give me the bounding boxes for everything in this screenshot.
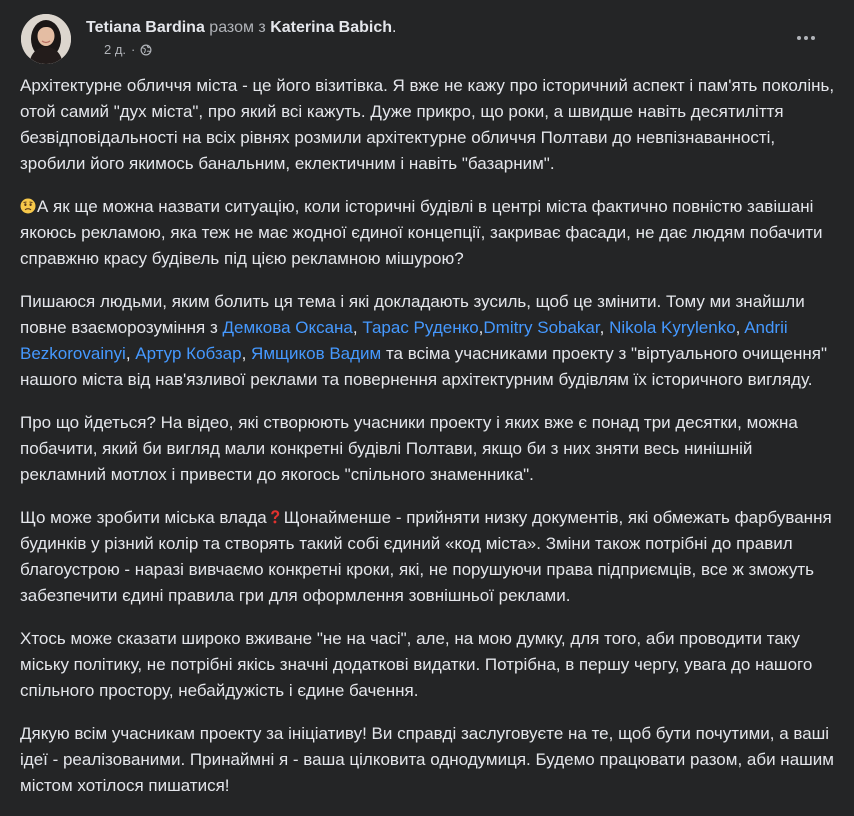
tagged-person-link[interactable]: Andrii Bezkorovainyi — [20, 318, 788, 363]
paragraph-3 — [20, 289, 838, 393]
paragraph-5-text-end: Щонайменше - прийняти низку документів, які обмежать фарбування будинків у різний колір та створять такий собі єдиний «код міста». Зміни також потрібні до правил благоустрою - наразі вивчаємо конкретні кроки, які, не порушуючи права підприємців, все ж зможуть забезпечити єдині правила гри для оформлення зовнішньої реклами. — [20, 508, 832, 605]
paragraph-3-text-start: Пишаюся людьми, яким болить ця тема і які докладають зусиль, щоб це змінити. Тому ми знайшли повне взаєморозуміння з — [20, 292, 805, 337]
post-timestamp-link[interactable]: 2 д. — [104, 42, 127, 57]
paragraph-5-text-start: Що може зробити міська влада — [20, 508, 267, 527]
tag-separator: , — [241, 344, 252, 363]
more-horizontal-icon — [797, 36, 801, 40]
post-meta — [104, 41, 152, 59]
red-question-mark-icon — [267, 509, 283, 525]
more-horizontal-icon — [811, 36, 815, 40]
post-header — [21, 14, 834, 64]
globe-icon[interactable] — [140, 44, 152, 56]
author-name-link[interactable]: Tetiana Bardina — [86, 19, 205, 36]
tag-separator: , — [125, 344, 136, 363]
author-line — [86, 17, 396, 39]
paragraph-3-text-end: та всіма учасниками проекту з "віртуального очищення" нашого міста від нав'язливої реклами та повернення архітектурним будівлям їх історичного вигляду. — [20, 344, 827, 389]
paragraph-5 — [20, 505, 838, 609]
tagged-person-link[interactable]: Демкова Оксана — [222, 318, 353, 337]
avatar-photo-icon — [21, 14, 71, 64]
tagged-person-link[interactable]: Nikola Kyrylenko — [609, 318, 736, 337]
paragraph-2 — [20, 194, 838, 272]
coauthor-name-link[interactable]: Katerina Babich — [270, 19, 393, 36]
tagged-person-link[interactable]: Тарас Руденко — [362, 318, 479, 337]
paragraph-4: Про що йдеться? На відео, які створюють учасники проекту і яких вже є понад три десятки, можна побачити, який би вигляд мали конкретні будівлі Полтави, якщо би з них зняти весь нинішній рекламний мотлох і привести до якогось "спільного знаменника". — [20, 413, 798, 484]
tagged-person-link[interactable]: Dmitry Sobakar — [483, 318, 600, 337]
tag-separator: , — [352, 318, 363, 337]
meta-separator: · — [131, 42, 136, 57]
post-body — [20, 73, 838, 816]
worried-face-icon — [20, 198, 36, 214]
tag-separator: , — [735, 318, 745, 337]
tagged-person-link[interactable]: Ямщиков Вадим — [251, 344, 382, 363]
paragraph-6: Хтось може сказати широко вживане "не на часі", але, на мою думку, для того, аби проводити таку міську політику, не потрібні якісь значні додаткові видатки. Потрібна, в першу чергу, увага до нашого спільного простору, небайдужість і єдине бачення. — [20, 629, 813, 700]
author-line-dot: . — [392, 19, 397, 36]
tag-separator: , — [599, 318, 610, 337]
paragraph-7: Дякую всім учасникам проекту за ініціативу! Ви справді заслуговуєте на те, щоб бути почутими, а ваші ідеї - реалізованими. Принаймні я - ваша цілковита однодумиця. Будемо працювати разом, аби нашим містом хотілося пишатися! — [20, 724, 834, 795]
with-label: разом з — [209, 19, 266, 36]
more-options-button[interactable] — [790, 26, 822, 50]
tag-separator: , — [478, 318, 484, 337]
paragraph-1: Архітектурне обличчя міста - це його візитівка. Я вже не кажу про історичний аспект і пам'ять поколінь, отой самий "дух міста", про який всі кажуть. Дуже прикро, що роки, а швидше навіть десятиліття безвідповідальності на всіх рівнях розмили архітектурне обличчя Полтави до невпізнаванності, зробили його якимось банальним, еклектичним і навіть "базарним". — [20, 76, 835, 173]
author-avatar[interactable] — [21, 14, 71, 64]
more-horizontal-icon — [804, 36, 808, 40]
paragraph-2-text: А як ще можна назвати ситуацію, коли історичні будівлі в центрі міста фактично повністю завішані якоюсь рекламою, яка теж не має жодної єдиної концепції, закриває фасади, не дає людям побачити справжню красу будівель під цією рекламною мішурою? — [20, 197, 823, 268]
tagged-person-link[interactable]: Артур Кобзар — [135, 344, 242, 363]
